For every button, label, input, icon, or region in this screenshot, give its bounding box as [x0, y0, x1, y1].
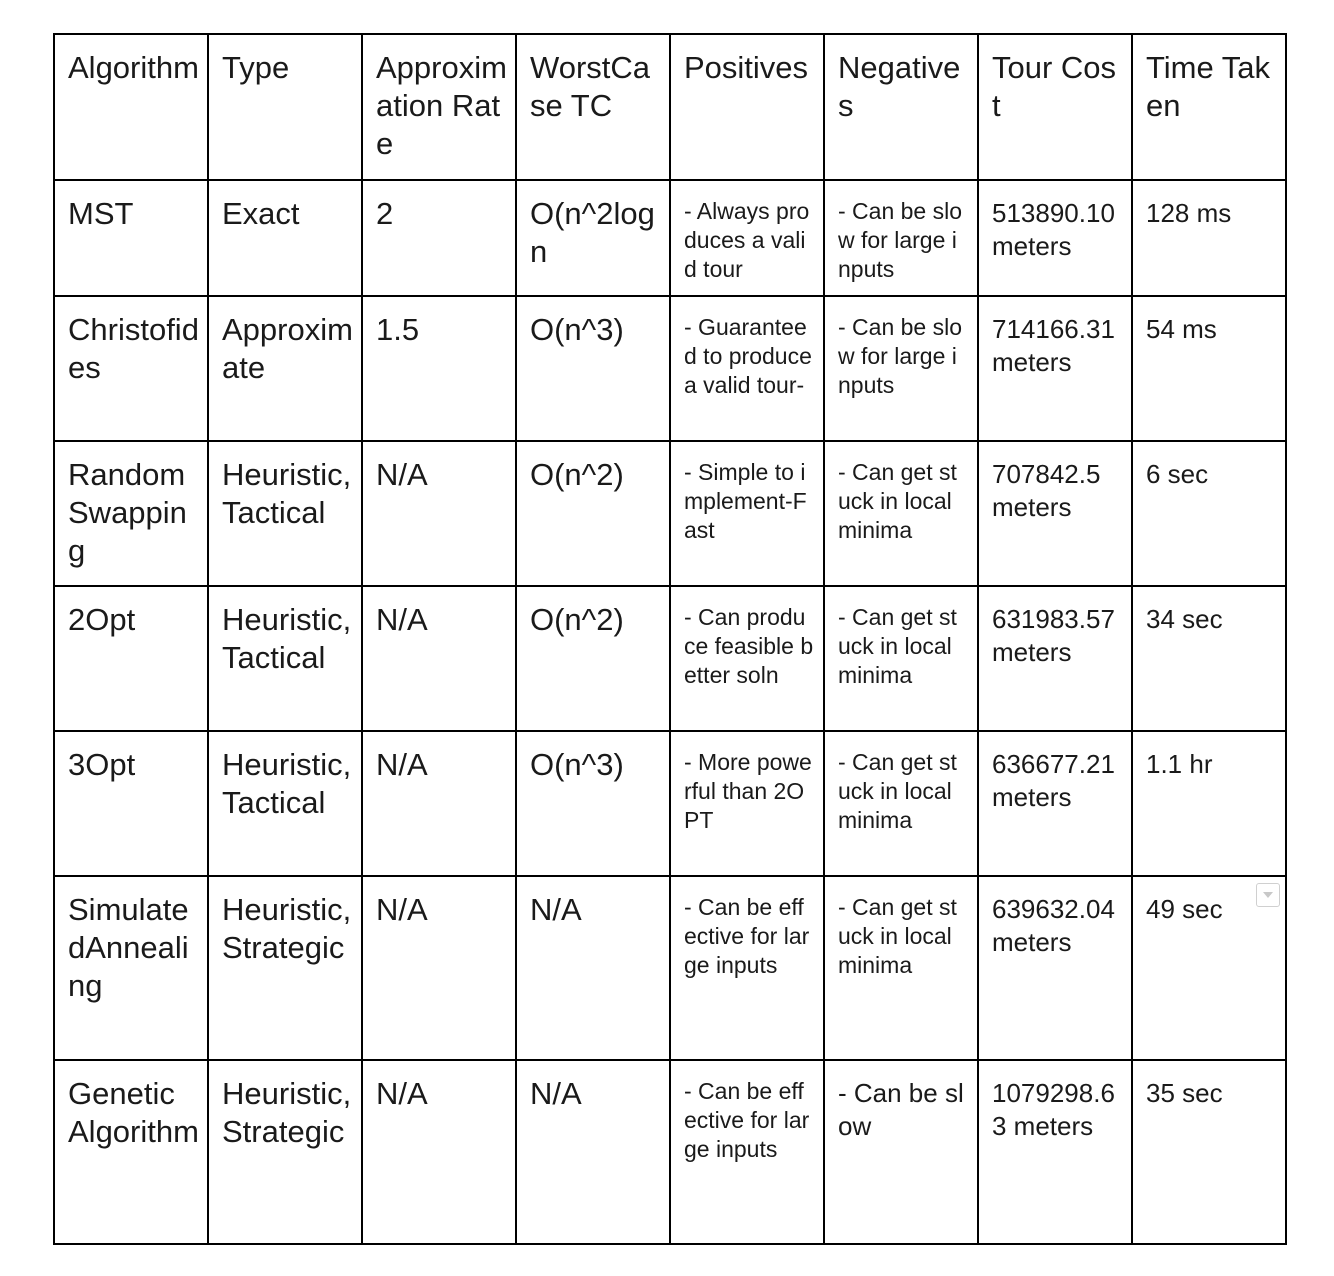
- cell-algorithm[interactable]: Christofides: [54, 296, 208, 441]
- cell-type[interactable]: Heuristic, Tactical: [208, 441, 362, 586]
- cell-negatives[interactable]: - Can be slow for large inputs: [824, 296, 978, 441]
- cell-time-taken[interactable]: 6 sec: [1132, 441, 1286, 586]
- cell-positives[interactable]: - Can produce feasible better soln: [670, 586, 824, 731]
- cell-tour-cost[interactable]: 1079298.63 meters: [978, 1060, 1132, 1244]
- cell-type[interactable]: Heuristic, Tactical: [208, 731, 362, 876]
- cell-algorithm[interactable]: Genetic Algorithm: [54, 1060, 208, 1244]
- cell-worst-case-tc[interactable]: O(n^2): [516, 586, 670, 731]
- cell-negatives[interactable]: - Can be slow: [824, 1060, 978, 1244]
- table-row: [54, 296, 1286, 441]
- cell-positives[interactable]: - Can be effective for large inputs: [670, 876, 824, 1060]
- table-row: [54, 180, 1286, 296]
- cell-approximation-rate[interactable]: 1.5: [362, 296, 516, 441]
- cell-algorithm[interactable]: Random Swapping: [54, 441, 208, 586]
- header-row: [54, 34, 1286, 180]
- header-time-taken[interactable]: Time Taken: [1132, 34, 1286, 180]
- header-positives[interactable]: Positives: [670, 34, 824, 180]
- cell-positives[interactable]: - More powerful than 2OPT: [670, 731, 824, 876]
- cell-worst-case-tc[interactable]: N/A: [516, 876, 670, 1060]
- cell-type[interactable]: Heuristic, Tactical: [208, 586, 362, 731]
- cell-time-taken[interactable]: 54 ms: [1132, 296, 1286, 441]
- header-worst-case-tc[interactable]: WorstCase TC: [516, 34, 670, 180]
- cell-tour-cost[interactable]: 636677.21 meters: [978, 731, 1132, 876]
- cell-tour-cost[interactable]: 513890.10 meters: [978, 180, 1132, 296]
- cell-type[interactable]: Approximate: [208, 296, 362, 441]
- cell-time-taken[interactable]: 1.1 hr: [1132, 731, 1286, 876]
- cell-algorithm[interactable]: MST: [54, 180, 208, 296]
- table-row: [54, 441, 1286, 586]
- cell-tour-cost[interactable]: 639632.04 meters: [978, 876, 1132, 1060]
- cell-worst-case-tc[interactable]: N/A: [516, 1060, 670, 1244]
- header-type[interactable]: Type: [208, 34, 362, 180]
- comparison-table-wrapper: [53, 33, 1287, 1245]
- cell-negatives[interactable]: - Can get stuck in local minima: [824, 731, 978, 876]
- cell-type[interactable]: Heuristic, Strategic: [208, 1060, 362, 1244]
- cell-negatives[interactable]: - Can get stuck in local minima: [824, 441, 978, 586]
- cell-positives[interactable]: - Always produces a valid tour: [670, 180, 824, 296]
- table-row: [54, 731, 1286, 876]
- cell-algorithm[interactable]: 3Opt: [54, 731, 208, 876]
- cell-type[interactable]: Heuristic, Strategic: [208, 876, 362, 1060]
- algorithm-comparison-table: [53, 33, 1287, 1245]
- table-row: [54, 876, 1286, 1060]
- cell-type[interactable]: Exact: [208, 180, 362, 296]
- cell-tour-cost[interactable]: 631983.57 meters: [978, 586, 1132, 731]
- cell-negatives[interactable]: - Can be slow for large inputs: [824, 180, 978, 296]
- cell-worst-case-tc[interactable]: O(n^3): [516, 731, 670, 876]
- cell-approximation-rate[interactable]: N/A: [362, 586, 516, 731]
- header-tour-cost[interactable]: Tour Cost: [978, 34, 1132, 180]
- cell-time-taken[interactable]: 34 sec: [1132, 586, 1286, 731]
- cell-tour-cost[interactable]: 714166.31 meters: [978, 296, 1132, 441]
- cell-worst-case-tc[interactable]: O(n^2): [516, 441, 670, 586]
- header-negatives[interactable]: Negatives: [824, 34, 978, 180]
- cell-positives[interactable]: - Guaranteed to produce a valid tour-: [670, 296, 824, 441]
- cell-negatives[interactable]: - Can get stuck in local minima: [824, 586, 978, 731]
- table-row: [54, 586, 1286, 731]
- cell-positives[interactable]: - Simple to implement-Fast: [670, 441, 824, 586]
- cell-algorithm[interactable]: 2Opt: [54, 586, 208, 731]
- cell-approximation-rate[interactable]: 2: [362, 180, 516, 296]
- table-row: [54, 1060, 1286, 1244]
- header-approximation-rate[interactable]: Approximation Rate: [362, 34, 516, 180]
- cell-algorithm[interactable]: SimulatedAnnealing: [54, 876, 208, 1060]
- cell-approximation-rate[interactable]: N/A: [362, 731, 516, 876]
- cell-time-taken[interactable]: 49 sec: [1132, 876, 1286, 1060]
- cell-worst-case-tc[interactable]: O(n^2logn: [516, 180, 670, 296]
- header-algorithm[interactable]: Algorithm: [54, 34, 208, 180]
- cell-time-taken[interactable]: 35 sec: [1132, 1060, 1286, 1244]
- cell-approximation-rate[interactable]: N/A: [362, 441, 516, 586]
- cell-worst-case-tc[interactable]: O(n^3): [516, 296, 670, 441]
- cell-tour-cost[interactable]: 707842.5 meters: [978, 441, 1132, 586]
- cell-time-taken[interactable]: 128 ms: [1132, 180, 1286, 296]
- chevron-down-icon[interactable]: [1256, 883, 1280, 907]
- cell-approximation-rate[interactable]: N/A: [362, 876, 516, 1060]
- cell-positives[interactable]: - Can be effective for large inputs: [670, 1060, 824, 1244]
- cell-negatives[interactable]: - Can get stuck in local minima: [824, 876, 978, 1060]
- cell-approximation-rate[interactable]: N/A: [362, 1060, 516, 1244]
